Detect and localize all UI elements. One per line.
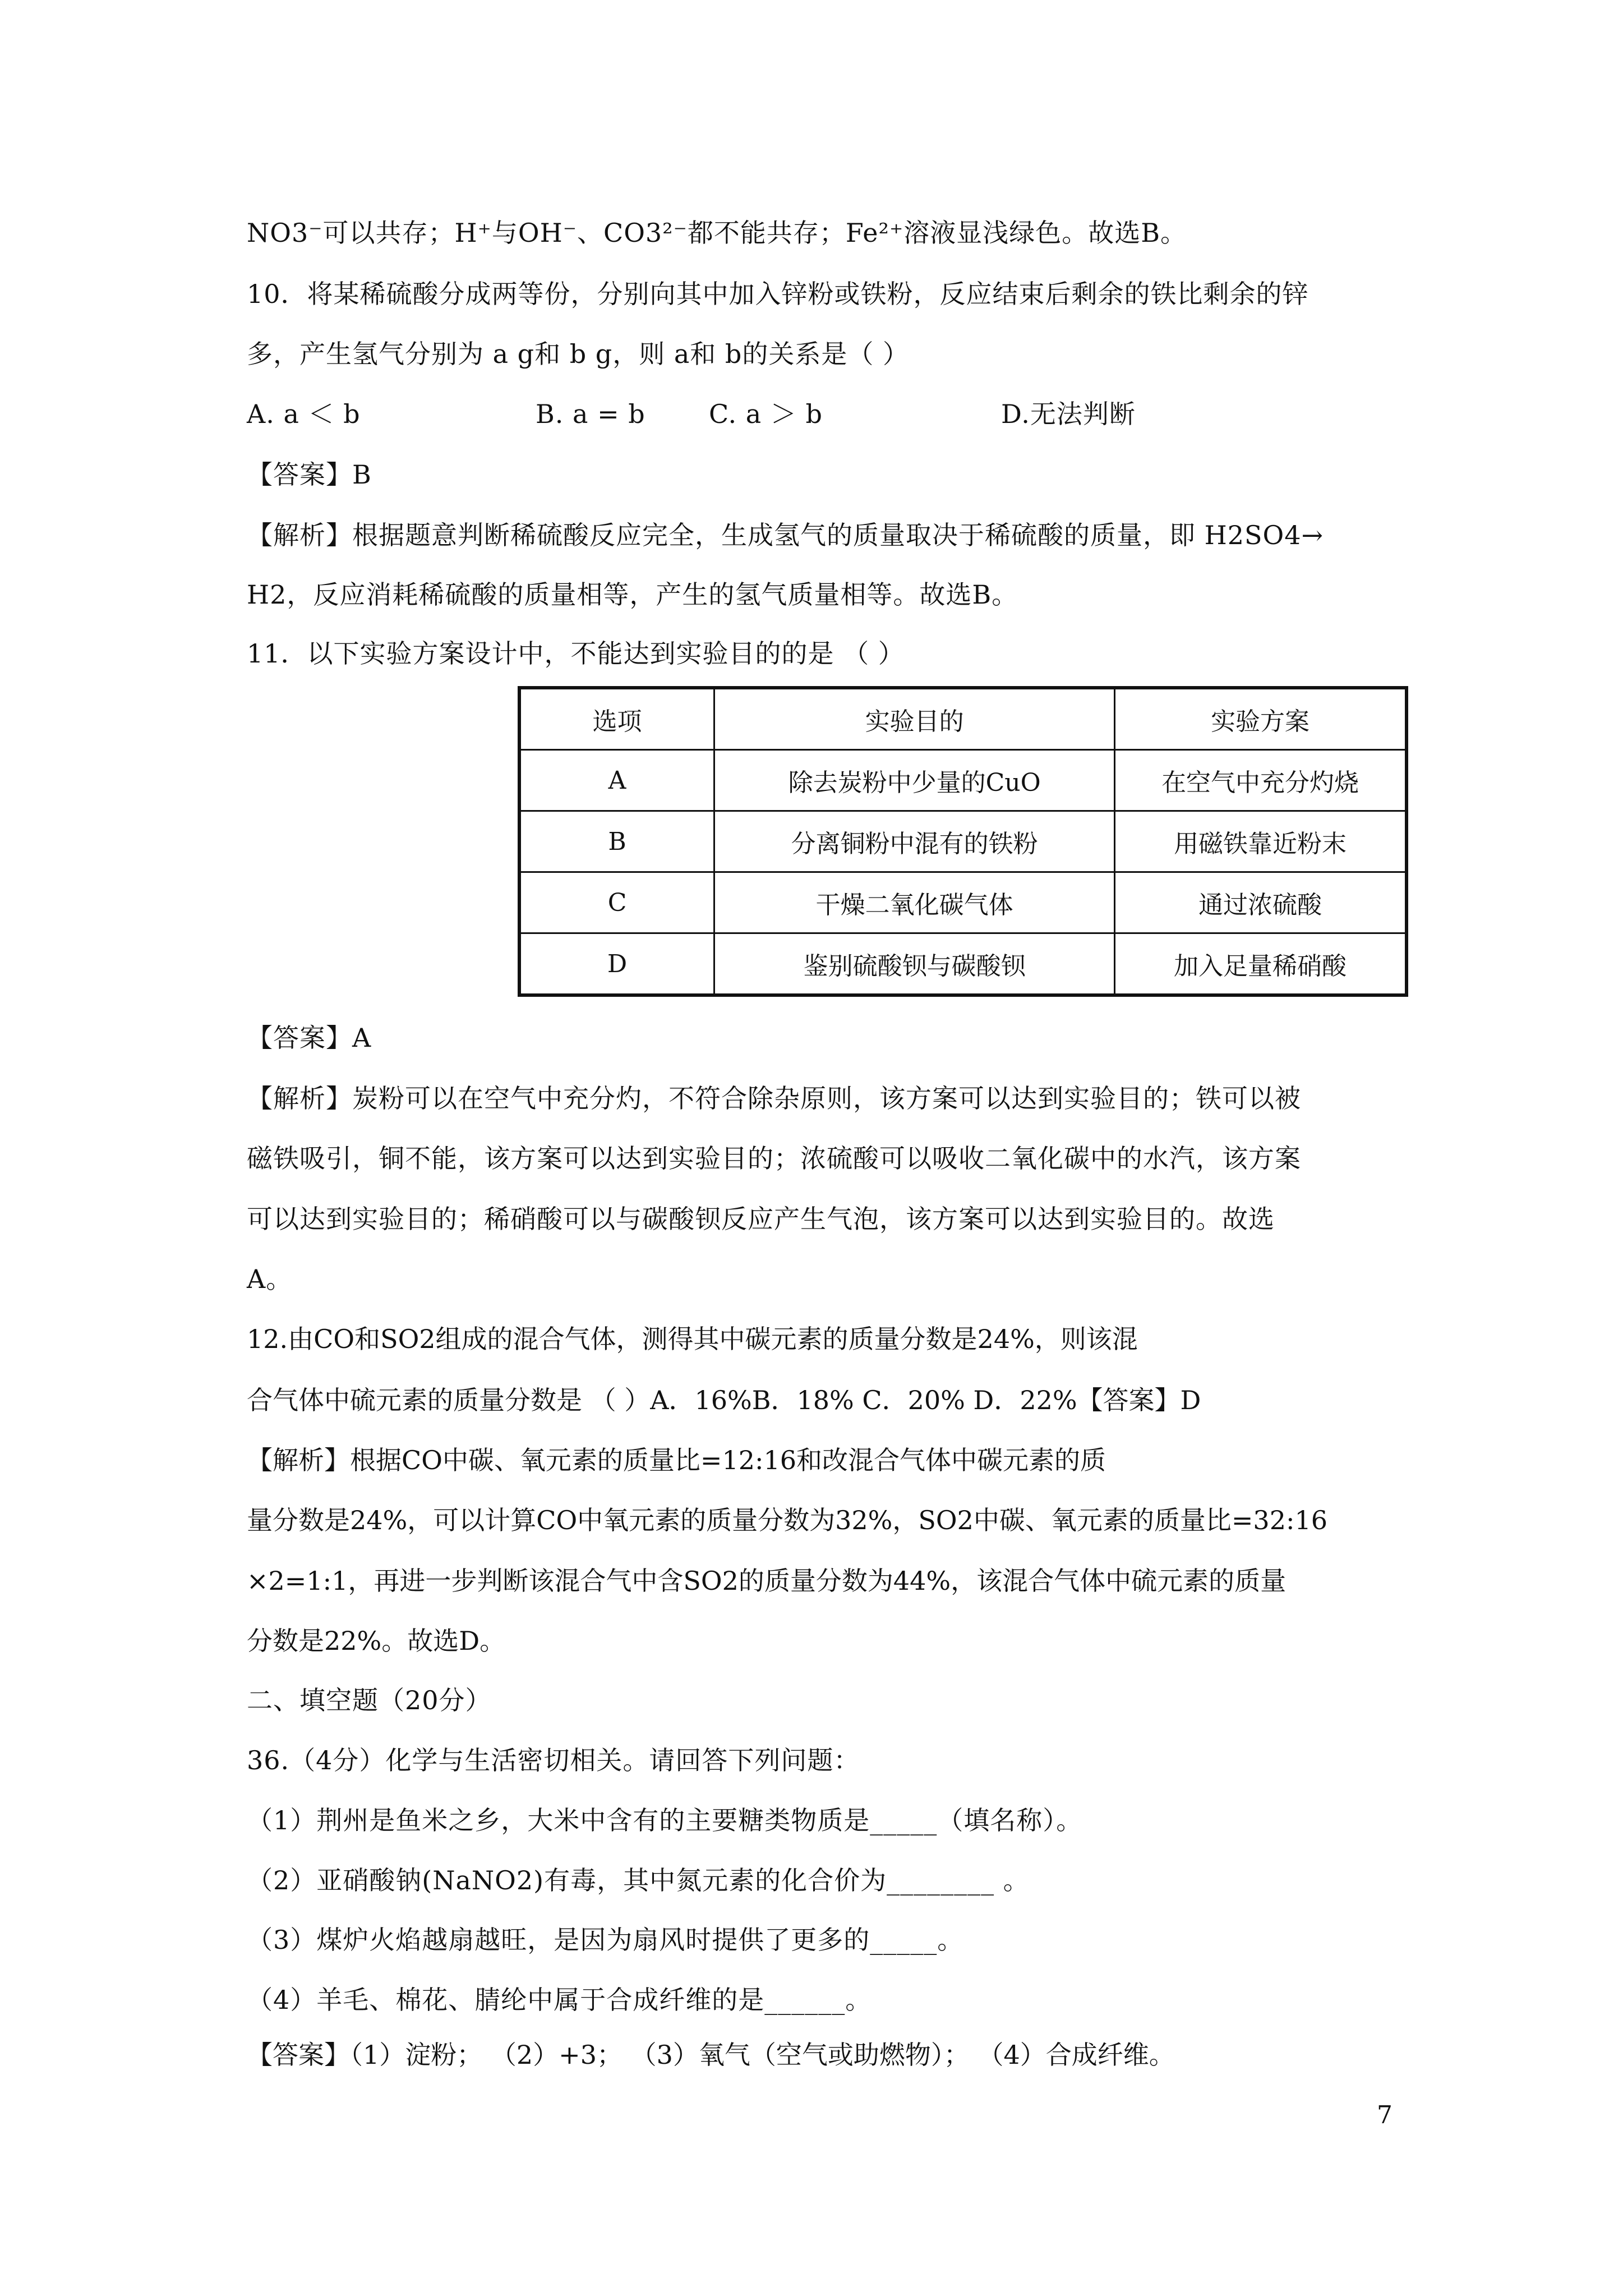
analysis-10-line1: 【解析】根据题意判断稀硫酸反应完全，生成氢气的质量取决于稀硫酸的质量，即 H2SO4→ <box>247 520 1324 550</box>
analysis-12-line2: 量分数是24%，可以计算CO中氧元素的质量分数为32%，SO2中碳、氧元素的质量比=32:16 <box>247 1505 1327 1535</box>
question-10-line2: 多，产生氢气分别为 a g和 b g，则 a和 b的关系是（ ） <box>247 339 909 369</box>
analysis-12-line3: ×2=1:1，再进一步判断该混合气中含SO2的质量分数为44%，该混合气体中硫元素的质量 <box>247 1566 1287 1596</box>
table-cell: 用磁铁靠近粉末 <box>1115 811 1407 872</box>
analysis-11-line2: 磁铁吸引，铜不能，该方案可以达到实验目的；浓硫酸可以吸收二氧化碳中的水汽，该方案 <box>247 1143 1301 1174</box>
table-cell: 通过浓硫酸 <box>1115 872 1407 933</box>
table-cell: 鉴别硫酸钡与碳酸钡 <box>714 933 1115 996</box>
question-36-part1: （1）荆州是鱼米之乡，大米中含有的主要糖类物质是_____（填名称）。 <box>247 1805 1083 1835</box>
table-row <box>519 872 1407 933</box>
analysis-11-line4: A。 <box>247 1264 293 1294</box>
question-10-line1: 10．将某稀硫酸分成两等份，分别向其中加入锌粉或铁粉，反应结束后剩余的铁比剩余的锌 <box>247 279 1309 309</box>
table-cell: D <box>519 933 714 996</box>
question-36: 36.（4分）化学与生活密切相关。请回答下列问题： <box>247 1745 860 1775</box>
analysis-12-line1: 【解析】根据CO中碳、氧元素的质量比=12:16和改混合气体中碳元素的质 <box>247 1445 1106 1475</box>
answer-36: 【答案】（1）淀粉； （2）+3； （3）氧气（空气或助燃物）； （4）合成纤维。 <box>247 2040 1175 2070</box>
analysis-11-line1: 【解析】炭粉可以在空气中充分灼，不符合除杂原则，该方案可以达到实验目的；铁可以被 <box>247 1083 1301 1114</box>
analysis-12-line4: 分数是22%。故选D。 <box>247 1626 506 1656</box>
question-36-part2: （2）亚硝酸钠(NaNO2)有毒，其中氮元素的化合价为________ 。 <box>247 1865 1030 1895</box>
option-c: C. a ＞ b <box>709 399 823 429</box>
answer-11: 【答案】A <box>247 1023 372 1053</box>
table-row <box>519 750 1407 811</box>
table-cell: 加入足量稀硝酸 <box>1115 933 1407 996</box>
table-header-cell: 选项 <box>519 688 714 750</box>
table-row <box>519 933 1407 996</box>
table-header-cell: 实验方案 <box>1115 688 1407 750</box>
text-line: NO3⁻可以共存；H⁺与OH⁻、CO3²⁻都不能共存；Fe²⁺溶液显浅绿色。故选B。 <box>247 218 1187 248</box>
table-cell: 在空气中充分灼烧 <box>1115 750 1407 811</box>
table-header-row <box>519 688 1407 750</box>
question-12-line1: 12.由CO和SO2组成的混合气体，测得其中碳元素的质量分数是24%，则该混 <box>247 1324 1138 1354</box>
option-a: A. a ＜ b <box>247 399 361 429</box>
table-cell: A <box>519 750 714 811</box>
question-11: 11．以下实验方案设计中，不能达到实验目的的是 （ ） <box>247 638 905 669</box>
analysis-10-line2: H2，反应消耗稀硫酸的质量相等，产生的氢气质量相等。故选B。 <box>247 579 1018 610</box>
option-d: D.无法判断 <box>1001 399 1136 429</box>
page-number: 7 <box>1377 2101 1393 2129</box>
analysis-11-line3: 可以达到实验目的；稀硝酸可以与碳酸钡反应产生气泡，该方案可以达到实验目的。故选 <box>247 1204 1275 1234</box>
section-heading: 二、填空题（20分） <box>247 1685 492 1715</box>
table-cell: 分离铜粉中混有的铁粉 <box>714 811 1115 872</box>
table-cell: C <box>519 872 714 933</box>
question-12-line2: 合气体中硫元素的质量分数是 （ ）A．16%B．18% C．20% D．22%【答案】D <box>247 1385 1201 1415</box>
question-36-part4: （4）羊毛、棉花、腈纶中属于合成纤维的是______。 <box>247 1985 872 2015</box>
option-b: B. a = b <box>536 399 645 429</box>
experiment-table <box>518 686 1408 997</box>
question-36-part3: （3）煤炉火焰越扇越旺，是因为扇风时提供了更多的_____。 <box>247 1925 964 1955</box>
table-cell: 干燥二氧化碳气体 <box>714 872 1115 933</box>
table-header-cell: 实验目的 <box>714 688 1115 750</box>
table-cell: 除去炭粉中少量的CuO <box>714 750 1115 811</box>
answer-10: 【答案】B <box>247 459 372 490</box>
table-row <box>519 811 1407 872</box>
table-cell: B <box>519 811 714 872</box>
